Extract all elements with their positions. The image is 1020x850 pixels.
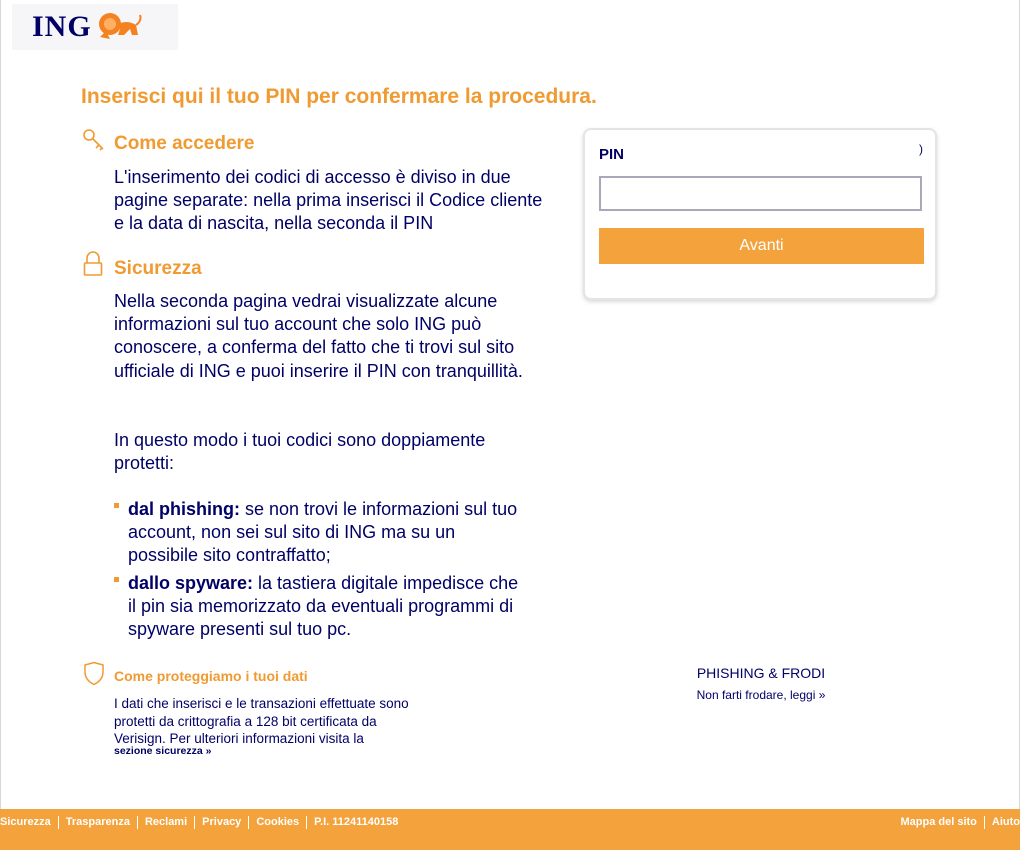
bullet-spyware-strong: dallo spyware: (128, 573, 254, 593)
access-text: L'inserimento dei codici di accesso è diviso in due pagine separate: nella prima inserisci il Codice cliente e la data di nascita, nella seconda il PIN (114, 167, 543, 234)
footer-link-sitemap[interactable]: Mappa del sito (900, 816, 977, 828)
bullet-spyware (128, 572, 528, 642)
access-heading: Come accedere (114, 133, 255, 154)
security-text-1: Nella seconda pagina vedrai visualizzate alcune informazioni sul tuo account che solo ING può conoscere, a conferma del fatto che ti trovi sul sito ufficiale di ING e puoi inserire il PIN con tranquillità. (114, 291, 523, 381)
shield-icon (83, 661, 105, 686)
footer-separator (137, 816, 138, 829)
footer-links-left (0, 816, 398, 829)
security-text-2: In questo modo i tuoi codici sono doppiamente protetti: (114, 430, 486, 474)
footer-links-right (900, 816, 1020, 829)
footer-link-trasparenza[interactable]: Trasparenza (65, 816, 130, 828)
pin-label: PIN (599, 146, 625, 163)
bullet-spyware-text: la tastiera digitale impedisce che il pin sia memorizzato da eventuali programmi di spyware presenti sul tuo pc. (128, 573, 519, 640)
footer-link-help[interactable]: Aiuto (991, 816, 1020, 828)
footer-link-reclami[interactable]: Reclami (144, 816, 188, 828)
protection-text: I dati che inserisci e le transazioni effettuate sono protetti da crittografia a 128 bit certificata da Verisign. Per ulteriori informazioni visita la (114, 696, 409, 746)
phishing-title: PHISHING & FRODI (696, 665, 826, 681)
bullet-phishing (128, 498, 528, 568)
footer-link-cookies[interactable]: Cookies (256, 816, 300, 828)
protection-heading: Come proteggiamo i tuoi dati (114, 668, 308, 684)
logo-text: ING (32, 10, 92, 43)
page-title: Inserisci qui il tuo PIN per confermare la procedura. (81, 85, 597, 108)
lion-logo-icon (96, 11, 142, 43)
bullet-marker (114, 577, 119, 582)
padlock-icon (83, 251, 103, 277)
pin-input[interactable] (599, 176, 922, 211)
security-section-link[interactable]: sezione sicurezza » (114, 745, 212, 757)
ing-logo[interactable] (12, 4, 178, 50)
bullet-phishing-strong: dal phishing: (128, 499, 240, 519)
footer-link-sicurezza[interactable]: Sicurezza (0, 816, 51, 828)
avanti-button[interactable]: Avanti (599, 228, 924, 264)
pin-paren: ) (919, 142, 923, 156)
footer-separator (984, 816, 985, 829)
footer-separator (194, 816, 195, 829)
pin-form (583, 128, 937, 300)
footer-vat-number: P.I. 11241140158 (314, 816, 399, 828)
bullet-marker (114, 503, 119, 508)
phishing-link[interactable]: Non farti frodare, leggi » (696, 688, 826, 702)
footer (0, 809, 1020, 850)
footer-separator (248, 816, 249, 829)
footer-link-privacy[interactable]: Privacy (202, 816, 242, 828)
key-icon (82, 128, 106, 152)
footer-separator (306, 816, 307, 829)
security-heading: Sicurezza (114, 258, 202, 279)
bullet-phishing-text: se non trovi le informazioni sul tuo account, non sei sul sito di ING ma su un possibile sito contraffatto; (128, 499, 518, 566)
footer-separator (58, 816, 59, 829)
